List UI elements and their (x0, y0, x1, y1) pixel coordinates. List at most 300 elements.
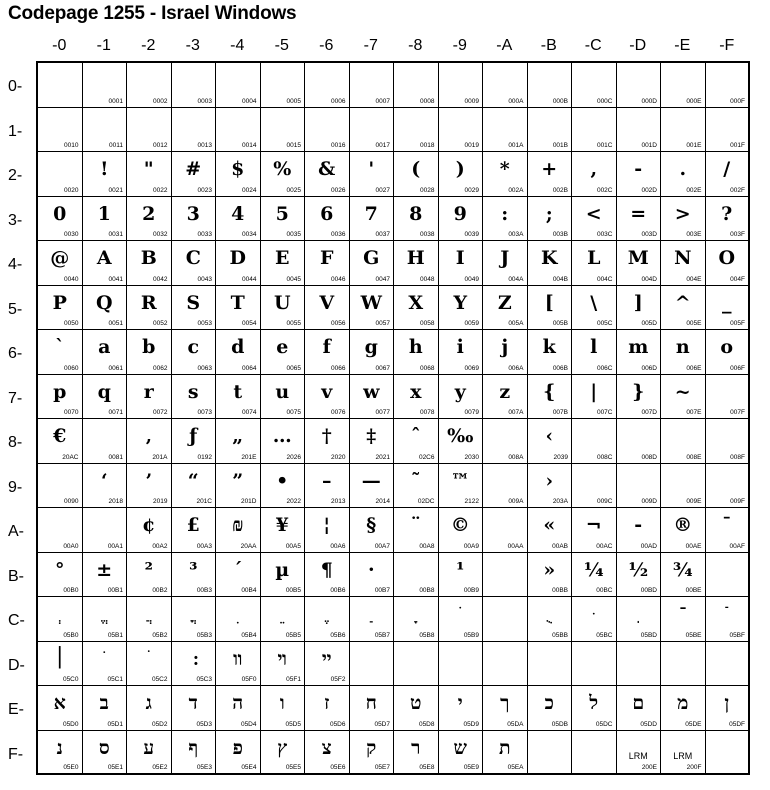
cell-glyph: { (543, 380, 556, 403)
cell-glyph: » (543, 558, 556, 581)
row-header: 1- (8, 122, 23, 140)
code-cell (483, 508, 528, 553)
code-cell (483, 108, 528, 153)
code-cell (572, 731, 617, 774)
cell-unicode-code: 05BF (729, 631, 745, 639)
cell-unicode-code: 00A6 (330, 542, 346, 550)
cell-unicode-code: 05DF (729, 720, 745, 728)
code-cell (661, 731, 706, 774)
cell-unicode-code: 00B4 (241, 587, 257, 594)
code-cell (216, 108, 261, 153)
cell-glyph: P (52, 291, 67, 314)
cell-unicode-code: 05B2 (152, 631, 168, 639)
code-cell (38, 152, 83, 197)
cell-unicode-code: 00B3 (196, 587, 212, 594)
cell-unicode-code: 006C (596, 364, 613, 372)
cell-glyph: : (501, 202, 509, 225)
cell-unicode-code: 008D (641, 453, 657, 461)
cell-glyph: 3 (186, 202, 200, 225)
cell-unicode-code: 05BE (685, 631, 702, 639)
code-cell (617, 464, 662, 509)
code-cell (617, 197, 662, 242)
cell-glyph (439, 603, 483, 625)
cell-unicode-code: 0045 (286, 275, 301, 283)
code-cell (350, 241, 395, 286)
code-cell (305, 553, 350, 598)
cell-unicode-code: 003E (686, 231, 702, 238)
cell-unicode-code: 0079 (464, 409, 479, 416)
code-cell (528, 330, 573, 375)
code-cell (305, 197, 350, 242)
code-cell (483, 553, 528, 598)
code-cell (83, 642, 128, 687)
cell-glyph: † (321, 425, 332, 447)
code-cell (83, 108, 128, 153)
code-cell (572, 152, 617, 197)
cell-glyph: 0 (53, 202, 67, 225)
cell-glyph (572, 603, 616, 625)
cell-unicode-code: 00A9 (463, 542, 479, 550)
cell-glyph: g (364, 336, 378, 358)
cell-glyph: ד (188, 692, 198, 714)
cell-glyph: ¨ (411, 514, 421, 536)
cell-unicode-code: 00AD (640, 542, 657, 550)
cell-unicode-code: 05B3 (196, 631, 212, 639)
cell-unicode-code: 000A (508, 97, 524, 105)
cell-unicode-code: 0030 (64, 231, 79, 238)
cell-unicode-code: 05E2 (152, 764, 168, 771)
cell-unicode-code: 0016 (331, 142, 346, 149)
cell-unicode-code: 001C (596, 142, 613, 149)
code-cell (528, 464, 573, 509)
cell-unicode-code: 05C2 (151, 676, 168, 683)
cell-unicode-code: 000D (641, 97, 657, 105)
cell-glyph: = (630, 202, 647, 225)
code-cell (38, 464, 83, 509)
cell-unicode-code: 00A2 (152, 542, 168, 550)
code-cell (617, 108, 662, 153)
cell-glyph: N (674, 247, 692, 269)
code-cell (216, 508, 261, 553)
code-cell (305, 63, 350, 108)
cell-glyph (83, 648, 127, 670)
code-cell (261, 553, 306, 598)
code-cell (439, 508, 484, 553)
cell-unicode-code: 05F2 (330, 676, 346, 683)
code-cell (261, 197, 306, 242)
code-cell (661, 419, 706, 464)
cell-unicode-code: 005E (686, 320, 702, 327)
row-header: 3- (8, 211, 23, 229)
code-cell (394, 286, 439, 331)
cell-unicode-code: 0026 (331, 186, 346, 194)
cell-unicode-code: 00B0 (63, 587, 79, 594)
code-cell (617, 508, 662, 553)
cell-glyph: ז (324, 692, 330, 714)
cell-glyph: ‚ (145, 425, 153, 447)
cell-unicode-code: 001A (508, 142, 524, 149)
column-header: -C (584, 37, 602, 54)
cell-unicode-code: 0037 (375, 231, 390, 238)
code-cell (706, 686, 749, 731)
cell-glyph: ק (366, 736, 377, 759)
cell-unicode-code: 0055 (286, 320, 301, 327)
cell-unicode-code: 00B8 (419, 587, 435, 594)
cell-glyph: ײ (321, 647, 332, 670)
cell-unicode-code: 05F0 (241, 676, 257, 683)
code-cell (439, 731, 484, 774)
cell-glyph (350, 603, 394, 625)
cell-unicode-code: 05D7 (374, 720, 390, 728)
cell-glyph: ׀ (54, 647, 66, 670)
column-header: -8 (408, 37, 423, 54)
cell-unicode-code: 0022 (153, 186, 168, 194)
code-cell (394, 375, 439, 420)
code-cell (439, 686, 484, 731)
code-cell (617, 152, 662, 197)
cell-glyph: ר (411, 736, 421, 759)
code-cell (305, 286, 350, 331)
row-header: B- (8, 567, 24, 585)
cell-unicode-code: 05EA (507, 764, 524, 771)
cell-unicode-code: 004C (596, 275, 613, 283)
cell-unicode-code: 0017 (375, 142, 390, 149)
cell-glyph: d (231, 336, 245, 358)
cell-glyph: | (590, 380, 598, 403)
code-cell (706, 330, 749, 375)
code-cell (572, 508, 617, 553)
cell-glyph: ע (143, 736, 155, 759)
code-cell (706, 419, 749, 464)
cell-glyph: R (140, 291, 157, 314)
row-header: 5- (8, 300, 23, 318)
code-cell (439, 152, 484, 197)
code-cell (394, 63, 439, 108)
cell-glyph: q (97, 380, 111, 403)
code-cell (706, 241, 749, 286)
code-cell (38, 241, 83, 286)
cell-unicode-code: 0018 (420, 142, 435, 149)
cell-unicode-code: 05D1 (107, 720, 123, 728)
cell-glyph: צ (321, 736, 332, 759)
cell-unicode-code: 00AF (729, 542, 745, 550)
cell-glyph: — (361, 469, 381, 492)
code-cell (483, 286, 528, 331)
cell-glyph: & (318, 158, 336, 180)
cell-glyph: ס (98, 736, 110, 759)
code-cell (394, 731, 439, 774)
cell-glyph: ‘ (100, 469, 108, 492)
cell-unicode-code: 005F (730, 320, 745, 327)
code-cell (172, 731, 217, 774)
cell-unicode-code: 005C (596, 320, 613, 327)
cell-unicode-code: 006F (730, 364, 745, 372)
cell-unicode-code: 00AC (596, 542, 613, 550)
code-cell (261, 63, 306, 108)
cell-unicode-code: 0040 (64, 275, 79, 283)
cell-unicode-code: 201E (241, 453, 257, 461)
cell-glyph: ˜ (411, 469, 421, 492)
cell-unicode-code: 00A7 (374, 542, 390, 550)
cell-glyph: ? (721, 202, 733, 225)
code-cell (394, 241, 439, 286)
cell-glyph: ף (188, 736, 199, 759)
code-cell (83, 286, 128, 331)
cell-glyph: C (185, 247, 201, 269)
code-cell (127, 553, 172, 598)
cell-glyph: ( (411, 158, 421, 180)
cell-glyph: ´ (233, 558, 243, 581)
cell-glyph: ] (633, 291, 643, 314)
cell-unicode-code: 0041 (108, 275, 123, 283)
cell-unicode-code: 00BC (596, 587, 613, 594)
cell-glyph (261, 603, 305, 625)
cell-glyph (127, 603, 171, 625)
cell-glyph: ש (453, 736, 467, 759)
cell-unicode-code: 05B4 (241, 631, 257, 639)
cell-unicode-code: 05B1 (107, 631, 123, 639)
code-cell (661, 241, 706, 286)
cell-unicode-code: 05F1 (286, 676, 301, 683)
code-cell (617, 241, 662, 286)
cell-unicode-code: 0060 (64, 364, 79, 372)
code-cell (483, 330, 528, 375)
code-cell (528, 642, 573, 687)
cell-unicode-code: 2021 (375, 453, 390, 461)
cell-unicode-code: 05E1 (107, 764, 123, 771)
cell-unicode-code: 003F (730, 231, 745, 238)
codepage-grid (36, 61, 750, 775)
code-cell (439, 108, 484, 153)
cell-unicode-code: 203A (552, 498, 568, 505)
code-cell (706, 63, 749, 108)
cell-glyph: * (499, 158, 510, 180)
cell-unicode-code: 0090 (64, 498, 79, 505)
cell-glyph: ח (365, 692, 377, 714)
code-cell (483, 241, 528, 286)
cell-unicode-code: 0058 (420, 320, 435, 327)
code-cell (83, 508, 128, 553)
cell-glyph: $ (231, 158, 245, 180)
code-cell (394, 642, 439, 687)
cell-unicode-code: 0050 (64, 320, 79, 327)
cell-unicode-code: 05D0 (62, 720, 79, 728)
cell-unicode-code: 003C (596, 231, 613, 238)
cell-unicode-code: 05DA (507, 720, 524, 728)
code-cell (483, 152, 528, 197)
code-cell (617, 553, 662, 598)
code-cell (172, 375, 217, 420)
code-cell (706, 108, 749, 153)
column-header: -7 (363, 37, 378, 54)
cell-unicode-code: 2039 (553, 453, 568, 461)
cell-unicode-code: 0008 (420, 97, 435, 105)
code-cell (394, 197, 439, 242)
code-cell (172, 63, 217, 108)
cell-unicode-code: 200F (686, 764, 702, 771)
cell-glyph: ° (55, 558, 65, 581)
cell-unicode-code: 0067 (375, 364, 390, 372)
cell-unicode-code: 0072 (153, 409, 168, 416)
code-cell (38, 197, 83, 242)
cell-glyph: ™ (450, 469, 470, 492)
cell-unicode-code: 05C1 (107, 676, 123, 683)
code-cell (706, 375, 749, 420)
code-cell (528, 508, 573, 553)
cell-unicode-code: 004B (552, 275, 568, 283)
cell-unicode-code: 0059 (464, 320, 479, 327)
row-header: F- (8, 745, 24, 763)
cell-glyph (528, 603, 572, 625)
code-cell (38, 108, 83, 153)
code-cell (439, 197, 484, 242)
code-cell (439, 286, 484, 331)
cell-glyph: F (320, 247, 334, 269)
code-cell (439, 642, 484, 687)
cell-unicode-code: 0054 (242, 320, 257, 327)
cell-glyph: a (98, 336, 111, 358)
cell-glyph: [ (544, 291, 554, 314)
cell-glyph: , (590, 158, 598, 180)
code-cell (528, 686, 573, 731)
code-cell (617, 686, 662, 731)
row-header: A- (8, 523, 24, 540)
code-cell (305, 731, 350, 774)
cell-unicode-code: 05E8 (419, 764, 435, 771)
cell-unicode-code: 0014 (242, 142, 257, 149)
cell-unicode-code: 002B (552, 186, 568, 194)
cell-unicode-code: 007E (686, 409, 702, 416)
cell-glyph: f (322, 336, 331, 358)
cell-unicode-code: 05E9 (463, 764, 479, 771)
cell-glyph: ה (232, 692, 244, 714)
cell-unicode-code: 05BB (552, 631, 568, 639)
code-cell (483, 197, 528, 242)
cell-glyph: ² (144, 558, 153, 581)
cell-unicode-code: 0051 (108, 320, 123, 327)
cell-unicode-code: 0068 (420, 364, 435, 372)
cell-glyph: פ (232, 736, 243, 759)
cell-glyph: © (450, 514, 470, 536)
cell-glyph: @ (50, 247, 70, 269)
cell-unicode-code: 003A (508, 231, 524, 238)
cell-unicode-code: 0032 (153, 231, 168, 238)
cell-unicode-code: 000B (552, 97, 568, 105)
code-cell (394, 597, 439, 642)
code-cell (661, 197, 706, 242)
code-cell (305, 464, 350, 509)
cell-unicode-code: 05C0 (62, 676, 79, 683)
cell-unicode-code: 05DC (595, 720, 613, 728)
code-cell (439, 375, 484, 420)
cell-glyph: ך (500, 692, 510, 714)
cell-glyph: ¦ (323, 514, 331, 536)
cell-unicode-code: 0006 (331, 97, 346, 105)
code-cell (572, 330, 617, 375)
cell-glyph: נ (56, 736, 63, 759)
cell-glyph: ’ (145, 469, 153, 492)
cell-unicode-code: 00BB (552, 587, 568, 594)
cell-unicode-code: 05B7 (374, 631, 390, 639)
cell-unicode-code: 2013 (331, 498, 346, 505)
row-header: 8- (8, 434, 23, 451)
cell-unicode-code: 200E (641, 764, 657, 771)
cell-glyph: ¬ (585, 514, 602, 536)
cell-unicode-code: 05B5 (285, 631, 301, 639)
cell-glyph: ) (455, 158, 465, 180)
code-cell (216, 152, 261, 197)
cell-glyph (305, 603, 349, 625)
cell-unicode-code: 0071 (108, 409, 123, 416)
cell-glyph: w (363, 380, 380, 403)
cell-glyph: “ (187, 469, 199, 492)
cell-glyph: z (499, 380, 511, 403)
code-cell (127, 197, 172, 242)
cell-glyph: מ (677, 692, 689, 714)
cell-glyph: x (410, 380, 422, 403)
cell-unicode-code: 00BD (640, 587, 657, 594)
cell-unicode-code: 0065 (286, 364, 301, 372)
cell-unicode-code: 05D9 (463, 720, 479, 728)
cell-glyph: 1 (97, 202, 111, 225)
cell-unicode-code: 007C (596, 409, 613, 416)
cell-unicode-code: 0043 (197, 275, 212, 283)
code-cell (706, 464, 749, 509)
cell-unicode-code: 0021 (108, 186, 123, 194)
cell-unicode-code: 00A1 (107, 542, 123, 550)
code-cell (261, 152, 306, 197)
cell-unicode-code: 009C (596, 498, 613, 505)
code-cell (572, 241, 617, 286)
cell-glyph: ל (589, 692, 599, 714)
code-cell (572, 375, 617, 420)
code-cell (83, 731, 128, 774)
cell-unicode-code: 02DC (417, 498, 435, 505)
code-cell (216, 375, 261, 420)
cell-unicode-code: 05BD (640, 631, 657, 639)
code-cell (617, 642, 662, 687)
cell-unicode-code: 0025 (286, 186, 301, 194)
cell-unicode-code: 0069 (464, 364, 479, 372)
cell-glyph: A (96, 247, 112, 269)
cell-unicode-code: 00A0 (63, 542, 79, 550)
code-cell (83, 375, 128, 420)
code-cell (528, 108, 573, 153)
code-cell (261, 642, 306, 687)
code-cell (394, 508, 439, 553)
cell-glyph: 6 (320, 202, 334, 225)
code-cell (706, 731, 749, 774)
cell-unicode-code: 0012 (153, 142, 168, 149)
code-cell (216, 419, 261, 464)
code-cell (83, 686, 128, 731)
cell-glyph: ¾ (672, 558, 693, 581)
cell-unicode-code: 0078 (420, 409, 435, 416)
cell-unicode-code: 00AA (507, 542, 524, 550)
code-cell (706, 152, 749, 197)
code-cell (572, 286, 617, 331)
code-cell (38, 419, 83, 464)
code-cell (528, 375, 573, 420)
cell-glyph: - (634, 158, 643, 180)
cell-glyph (216, 603, 260, 625)
cell-glyph: o (720, 336, 734, 358)
code-cell (706, 286, 749, 331)
code-cell (350, 553, 395, 598)
code-cell (83, 152, 128, 197)
cell-unicode-code: 05E7 (374, 764, 390, 771)
cell-glyph: ` (55, 336, 65, 358)
